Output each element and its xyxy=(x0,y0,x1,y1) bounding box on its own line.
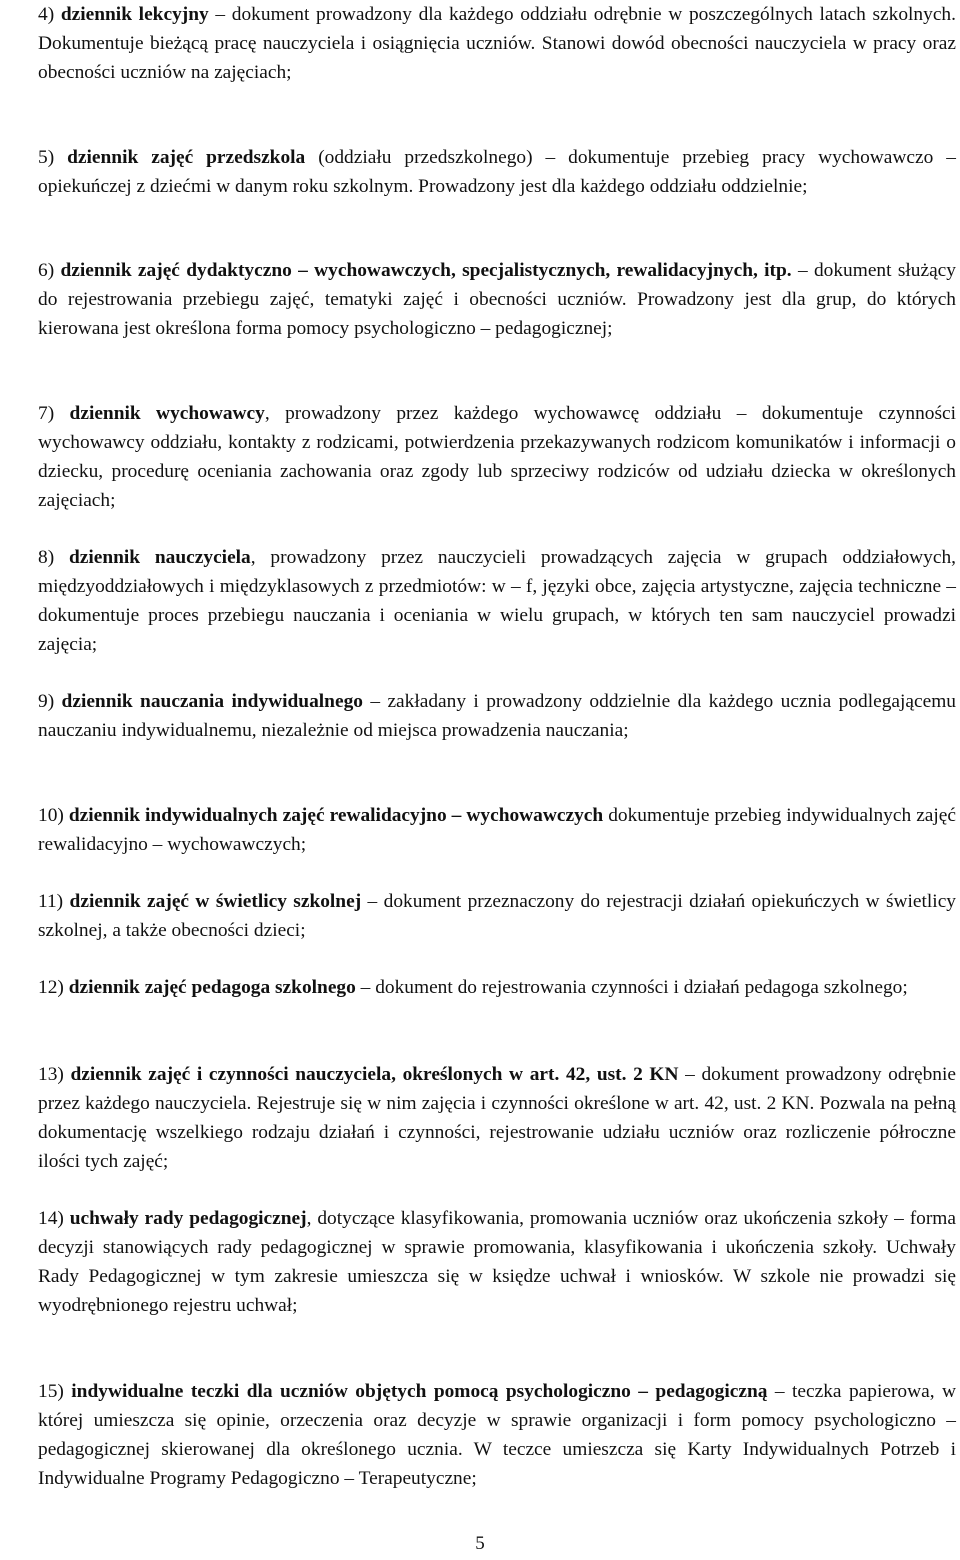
item-number: 9) xyxy=(38,691,55,712)
item-description: dokumentuje przebieg indywidualnych zajęć rewalidacyjno – wychowawczych; xyxy=(38,805,957,855)
page-number: 5 xyxy=(475,1533,485,1554)
list-item-13 xyxy=(38,1060,956,1176)
item-number: 7) xyxy=(38,403,55,424)
list-item-15 xyxy=(38,1377,956,1493)
list-item-11 xyxy=(38,887,956,945)
item-number: 15) xyxy=(38,1381,64,1402)
list-item-8 xyxy=(38,543,956,659)
item-description: – dokument prowadzony dla każdego oddziału odrębnie w poszczególnych latach szkolnych. Dokumentuje bieżącą pracę nauczyciela i osiągnięcia uczniów. Stanowi dowód obecności nauczyciela w pracy oraz obecności uczniów na zajęciach; xyxy=(38,4,956,83)
list-item-14 xyxy=(38,1204,956,1320)
list-item-7 xyxy=(38,399,956,515)
item-description: – zakładany i prowadzony oddzielnie dla każdego ucznia podlegającemu nauczaniu indywidualnemu, niezależnie od miejsca prowadzenia nauczania; xyxy=(38,691,956,741)
item-term: dziennik zajęć pedagoga szkolnego xyxy=(68,977,356,998)
item-term: dziennik zajęć dydaktyczno – wychowawczych, specjalistycznych, rewalidacyjnych, itp. xyxy=(60,260,792,281)
item-term: indywidualne teczki dla uczniów objętych pomocą psychologiczno – pedagogiczną xyxy=(71,1381,768,1402)
list-item-12 xyxy=(38,973,956,1002)
item-description: , dotyczące klasyfikowania, promowania uczniów oraz ukończenia szkoły – forma decyzji stanowiących rady pedagogicznej w sprawie promowania, klasyfikowania i ukończenia szkoły. Uchwały Rady Pedagogicznej w tym zakresie umieszcza się w księdze uchwał i wniosków. W szkole nie prowadzi się wyodrębnionego rejestru uchwał; xyxy=(38,1208,956,1316)
item-description: – dokument przeznaczony do rejestracji działań opiekuńczych w świetlicy szkolnej, a także obecności dzieci; xyxy=(38,891,957,941)
item-term: dziennik indywidualnych zajęć rewalidacyjno – wychowawczych xyxy=(68,805,604,826)
item-term: dziennik zajęć w świetlicy szkolnej xyxy=(69,891,362,912)
item-term: dziennik zajęć przedszkola xyxy=(67,147,306,168)
list-item-4 xyxy=(38,0,956,87)
item-number: 5) xyxy=(38,147,55,168)
item-description: , prowadzony przez nauczycieli prowadzących zajęcia w grupach oddziałowych, międzyoddziałowych i międzyklasowych z przedmiotów: w – f, języki obce, zajęcia artystyczne, zajęcia techniczne – dokumentuje proces przebiegu nauczania i oceniania w wielu grupach, w których ten sam nauczyciel prowadzi zajęcia; xyxy=(38,547,957,655)
item-term: dziennik wychowawcy xyxy=(69,403,265,424)
item-term: dziennik zajęć i czynności nauczyciela, określonych w art. 42, ust. 2 KN xyxy=(70,1064,679,1085)
list-item-9 xyxy=(38,687,956,745)
item-term: dziennik nauczania indywidualnego xyxy=(61,691,363,712)
item-number: 14) xyxy=(38,1208,64,1229)
item-term: uchwały rady pedagogicznej xyxy=(69,1208,307,1229)
item-number: 12) xyxy=(38,977,64,998)
list-item-10 xyxy=(38,801,956,859)
item-number: 11) xyxy=(38,891,64,912)
item-number: 10) xyxy=(38,805,64,826)
item-description: – dokument do rejestrowania czynności i działań pedagoga szkolnego; xyxy=(355,977,908,998)
item-number: 6) xyxy=(38,260,55,281)
item-description: – dokument prowadzony odrębnie przez każdego nauczyciela. Rejestruje się w nim zajęcia i czynności określone w art. 42, ust. 2 KN. Pozwala na pełną dokumentację wszelkiego rodzaju działań i czynności, rejestrowanie udziału uczniów oraz rozliczenie półroczne ilości tych zajęć; xyxy=(38,1064,956,1172)
item-term: dziennik lekcyjny xyxy=(60,4,209,25)
item-description: , prowadzony przez każdego wychowawcę oddziału – dokumentuje czynności wychowawcy oddziału, kontakty z rodzicami, potwierdzenia przekazywanych rodzicom komunikatów i informacji o dziecku, procedurę oceniania zachowania oraz zgody lub sprzeciwy rodziców od udziału dziecka w określonych zajęciach; xyxy=(38,403,956,511)
item-description: – teczka papierowa, w której umieszcza się opinie, orzeczenia oraz decyzje w sprawie organizacji i form pomocy psychologiczno – pedagogicznej skierowanej dla określonego ucznia. W teczce umieszcza się Karty Indywidualnych Potrzeb i Indywidualne Programy Pedagogiczno – Terapeutyczne; xyxy=(38,1381,956,1489)
list-item-5 xyxy=(38,143,956,201)
list-item-6 xyxy=(38,256,956,343)
item-description: (oddziału przedszkolnego) – dokumentuje przebieg pracy wychowawczo – opiekuńczej z dziećmi w danym roku szkolnym. Prowadzony jest dla każdego oddziału oddzielnie; xyxy=(38,147,956,197)
item-term: dziennik nauczyciela xyxy=(68,547,251,568)
item-number: 13) xyxy=(38,1064,64,1085)
item-number: 4) xyxy=(38,4,55,25)
item-description: – dokument służący do rejestrowania przebiegu zajęć, tematyki zajęć i obecności uczniów. Prowadzony jest dla grup, do których kierowana jest określona forma pomocy psychologiczno – pedagogicznej; xyxy=(38,260,956,339)
item-number: 8) xyxy=(38,547,55,568)
